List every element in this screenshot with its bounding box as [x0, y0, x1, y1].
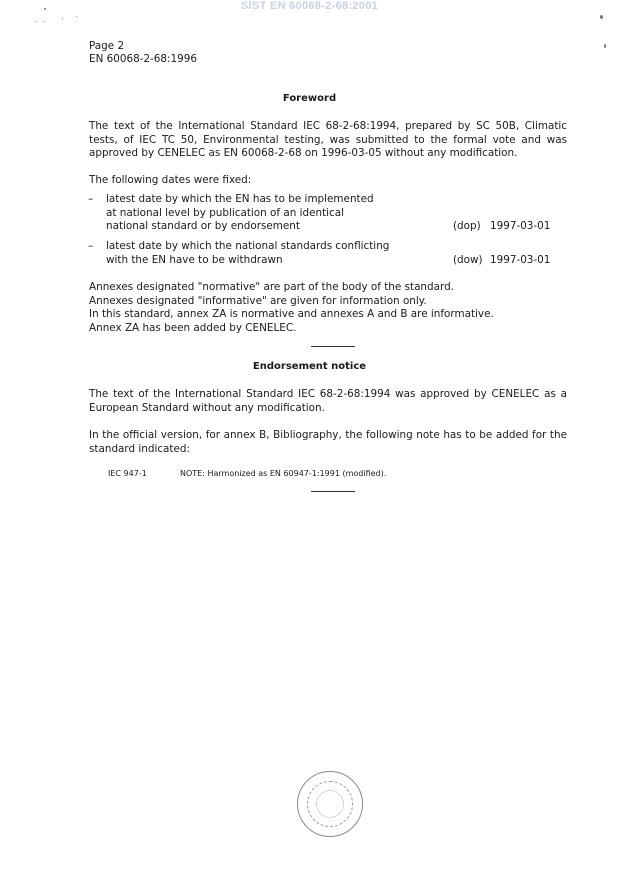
dop-date: 1997-03-01: [490, 220, 551, 232]
annex-za-added: Annex ZA has been added by CENELEC.: [89, 322, 297, 334]
foreword-title: Foreword: [282, 93, 337, 104]
official-stamp-seal: [297, 771, 363, 837]
dop-line: at national level by publication of an identical: [106, 206, 345, 219]
scan-speck: [44, 21, 45, 22]
scan-speck: [604, 44, 606, 48]
endorsement-title: Endorsement notice: [252, 361, 367, 372]
harmonization-note: NOTE: Harmonized as EN 60947-1:1991 (modified).: [180, 469, 387, 478]
annex-za-normative: In this standard, annex ZA is normative and annexes A and B are informative.: [89, 308, 494, 320]
document-number: EN 60068-2-68:1996: [89, 53, 197, 65]
note-reference: IEC 947-1: [108, 469, 147, 478]
annex-informative: Annexes designated "informative" are given for information only.: [89, 295, 427, 307]
scan-speck: [44, 8, 46, 10]
dow-line: with the EN have to be withdrawn: [106, 253, 283, 266]
scan-speck: [36, 21, 37, 22]
end-divider: [311, 491, 355, 492]
dow-item: – latest date by which the national standards conflicting with the EN have to be withdrawn: [88, 240, 390, 266]
page-number: Page 2: [89, 40, 125, 52]
endorsement-para: The text of the International Standard IEC 68-2-68:1994 was approved by CENELEC as a European Standard without any modification.: [89, 388, 567, 414]
watermark: SIST EN 60068-2-68:2001: [240, 0, 379, 12]
official-version-para: In the official version, for annex B, Bibliography, the following note has to be added for the standard indicated:: [89, 429, 567, 455]
dow-date: 1997-03-01: [490, 254, 551, 266]
scan-speck: [62, 18, 63, 19]
annex-normative: Annexes designated "normative" are part of the body of the standard.: [89, 281, 454, 293]
dop-line: national standard or by endorsement: [106, 220, 300, 233]
dop-line: latest date by which the EN has to be implemented: [106, 193, 374, 205]
dow-line: latest date by which the national standards conflicting: [106, 240, 390, 252]
dow-code: (dow): [453, 254, 483, 266]
scan-speck: [600, 15, 603, 19]
foreword-intro: The text of the International Standard IEC 68-2-68:1994, prepared by SC 50B, Climatic tests, of IEC TC 50, Environmental testing, was submitted to the formal vote and was approved by CENELEC as EN 60068-2-68 on 1996-03-05 without any modification.: [89, 120, 567, 160]
dop-item: – latest date by which the EN has to be implemented at national level by publication of an identical national standard or by endorsement: [88, 193, 374, 233]
dop-code: (dop): [453, 220, 481, 232]
section-divider: [311, 346, 355, 347]
dates-intro: The following dates were fixed:: [89, 174, 252, 186]
scan-speck: [76, 16, 77, 17]
